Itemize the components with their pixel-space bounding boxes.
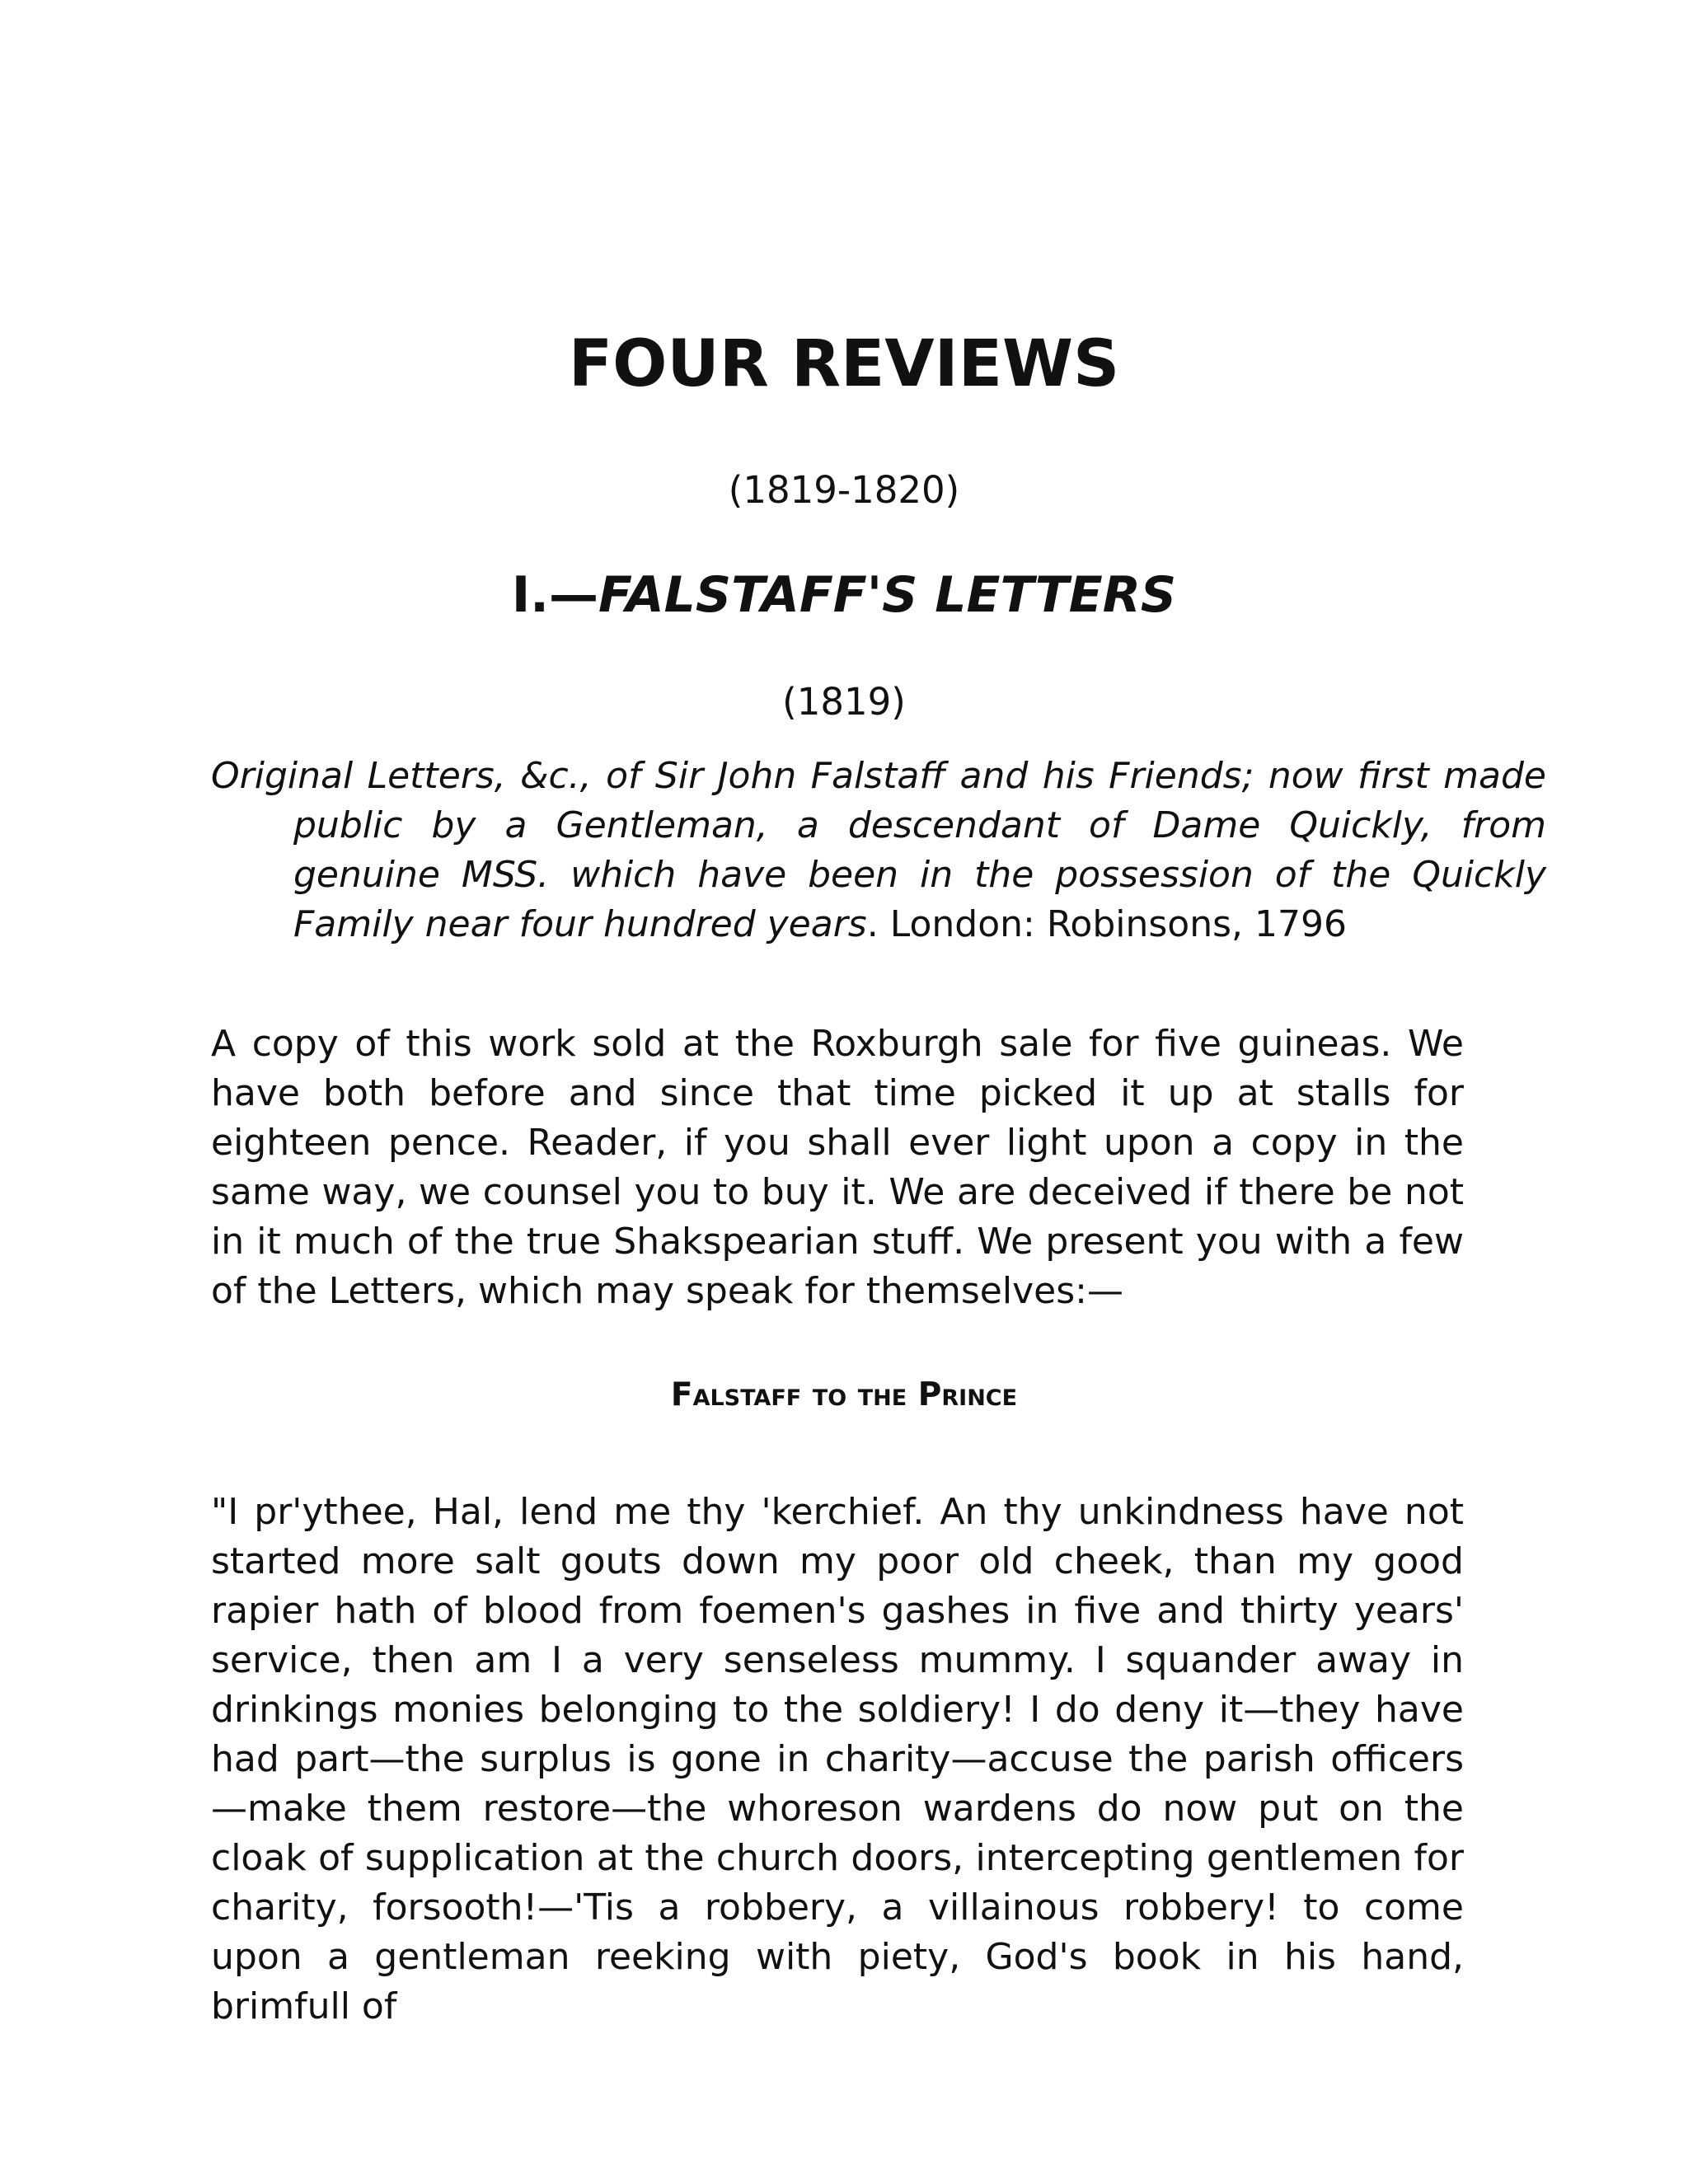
- section-title: [0, 562, 1688, 628]
- letter-heading: Falstaff to the Prince: [670, 1376, 1018, 1413]
- citation-publication: London: Robinsons, 1796: [878, 903, 1347, 945]
- page-title: FOUR REVIEWS: [568, 327, 1120, 401]
- letter-paragraph: "I pr'ythee, Hal, lend me thy 'kerchief. An thy unkindness have not started more salt gouts down my poor old cheek, than my good rapier hath of blood from foemen's gashes in five and thirty years' service, then am I a very senseless mummy. I squander away in drinkings monies belonging to the soldiery! I do deny it—they have had part—the surplus is gone in charity—accuse the parish officers—make them restore—the whoreson wardens do now put on the cloak of supplication at the church doors, intercepting gentlemen for charity, forsooth!—'Tis a robbery, a villainous robbery! to come upon a gentleman reeking with piety, God's book in his hand, brimfull of: [211, 1491, 1464, 2027]
- section-name: FALSTAFF'S LETTERS: [598, 566, 1177, 624]
- citation-title: Original Letters, &c., of Sir John Falstaff and his Friends; now first made public by a Gentleman, a descendant of Dame Quickly, from genuine MSS. which have been in the possession of the Quickly Family near four hundred years: [211, 755, 1546, 945]
- section-dates: (1819): [782, 680, 906, 724]
- bibliographic-citation: [211, 752, 1546, 949]
- intro-paragraph: A copy of this work sold at the Roxburgh sale for five guineas. We have both before and since that time picked it up at stalls for eighteen pence. Reader, if you shall ever light upon a copy in the same way, we counsel you to buy it. We are deceived if there be not in it much of the true Shakspearian stuff. We present you with a few of the Letters, which may speak for themselves:—: [211, 1023, 1464, 1312]
- citation-period: .: [866, 903, 879, 945]
- section-numeral: I.—: [511, 566, 598, 624]
- title-dates: (1819-1820): [728, 468, 960, 512]
